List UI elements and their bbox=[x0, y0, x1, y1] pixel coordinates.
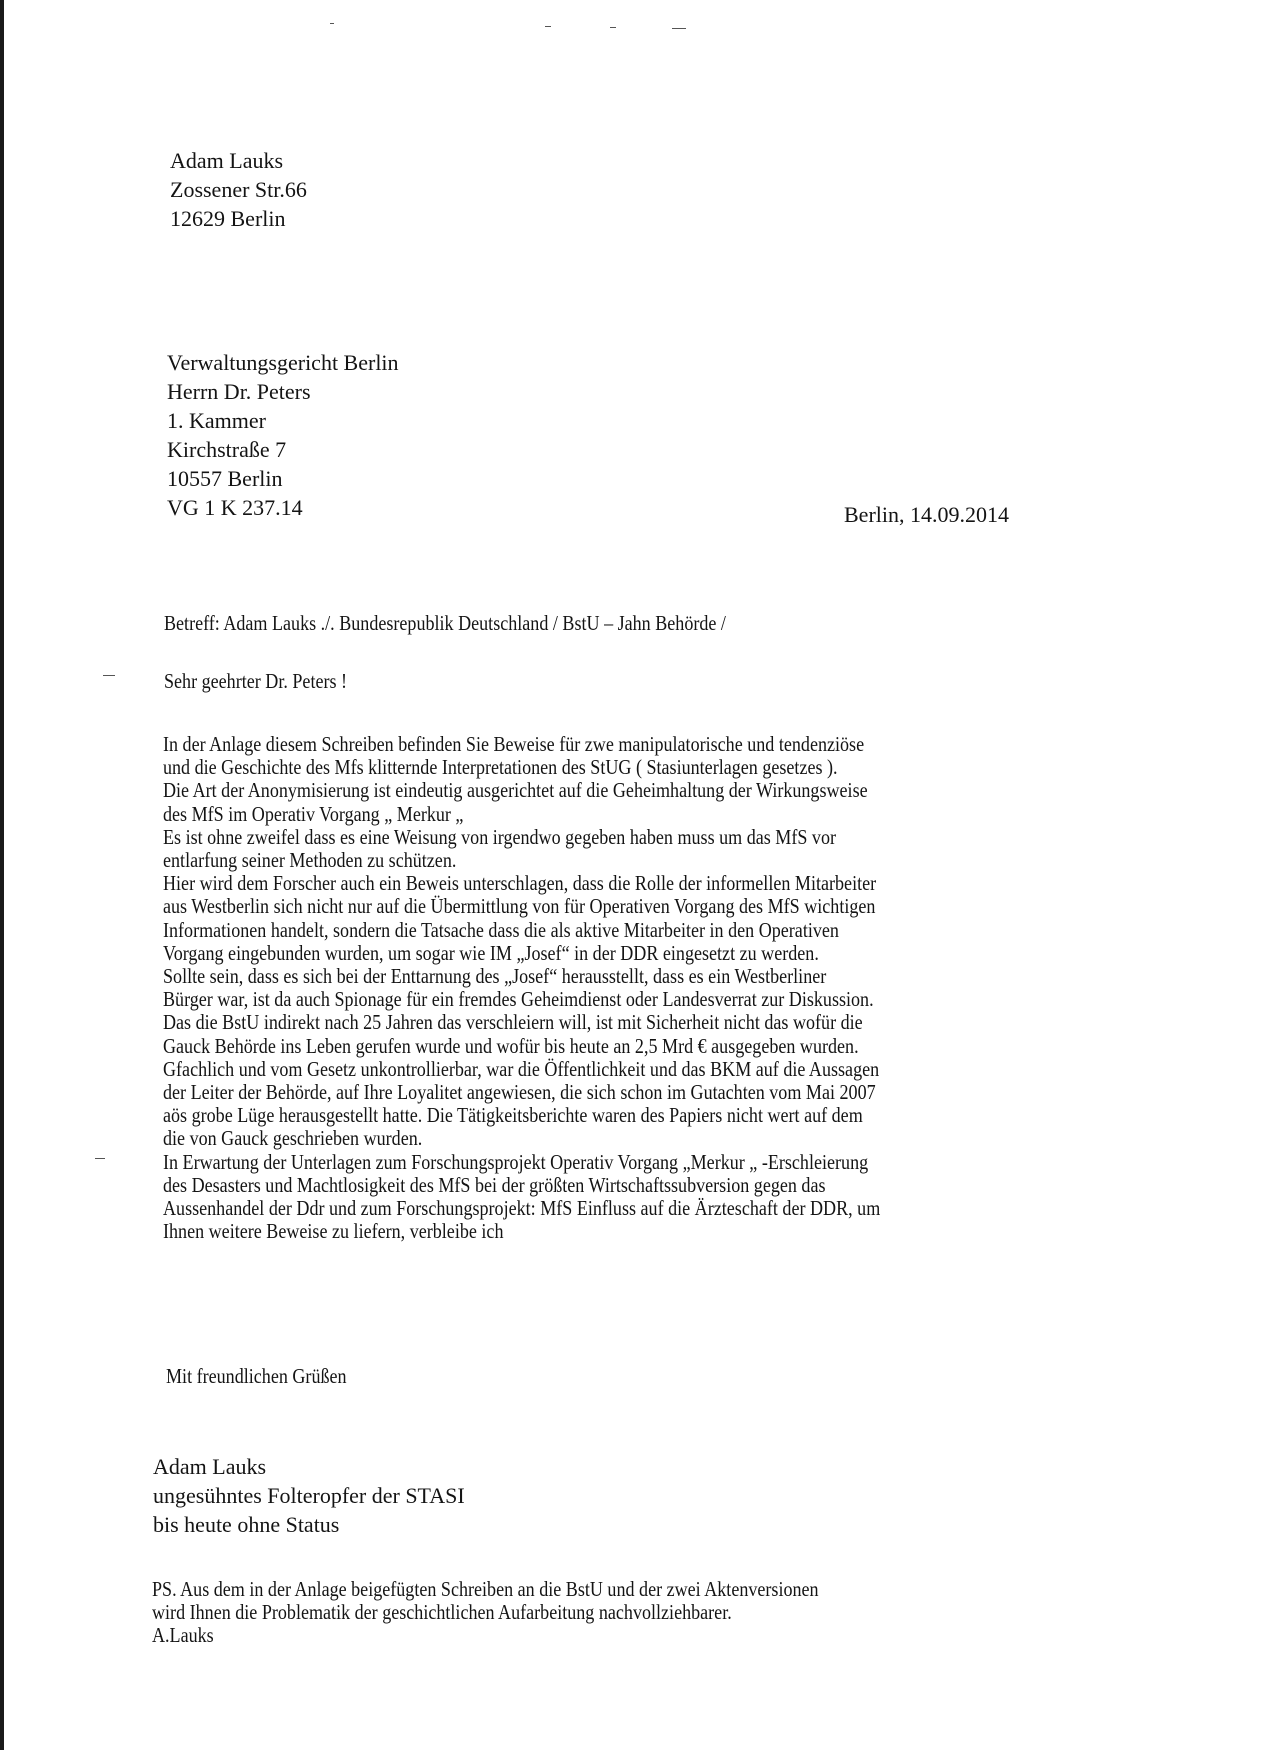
body-line: der Leiter der Behörde, auf Ihre Loyalitet angewiesen, die sich schon im Gutachten vom Mai 2007 bbox=[163, 1080, 876, 1105]
body-line: die von Gauck geschrieben wurden. bbox=[163, 1126, 423, 1151]
body-line: In Erwartung der Unterlagen zum Forschungsprojekt Operativ Vorgang „Merkur „ -Erschleierung bbox=[163, 1149, 869, 1174]
body-line: Das die BstU indirekt nach 25 Jahren das verschleiern will, ist mit Sicherheit nicht das wofür die bbox=[163, 1010, 863, 1035]
body-line: Hier wird dem Forscher auch ein Beweis unterschlagen, dass die Rolle der informellen Mitarbeiter bbox=[163, 871, 877, 896]
recipient-address bbox=[167, 348, 399, 522]
postscript-line: PS. Aus dem in der Anlage beigefügten Schreiben an die BstU und der zwei Aktenversionen bbox=[152, 1577, 819, 1601]
body-line: In der Anlage diesem Schreiben befinden Sie Beweise für zwe manipulatorische und tendenziöse bbox=[163, 732, 865, 756]
body-line: Die Art der Anonymisierung ist eindeutig ausgerichtet auf die Geheimhaltung der Wirkungsweise bbox=[163, 778, 868, 803]
scan-speck bbox=[330, 23, 334, 24]
sender-city: 12629 Berlin bbox=[170, 206, 286, 231]
recipient-line: 1. Kammer bbox=[167, 408, 266, 433]
scan-speck bbox=[672, 28, 686, 29]
scanner-edge bbox=[0, 0, 4, 1750]
body-line: Informationen handelt, sondern die Tatsache dass die als aktive Mitarbeiter in den Operativen bbox=[163, 917, 839, 942]
body-line: aös grobe Lüge herausgestellt hatte. Die Tätigkeitsberichte waren des Papiers nicht wert auf dem bbox=[163, 1103, 863, 1128]
signature-name: Adam Lauks bbox=[153, 1454, 267, 1479]
body-line: und die Geschichte des Mfs klitternde Interpretationen des StUG ( Stasiunterlagen gesetzes ). bbox=[163, 755, 838, 780]
recipient-line: 10557 Berlin bbox=[167, 466, 283, 491]
body-line: Ihnen weitere Beweise zu liefern, verbleibe ich bbox=[163, 1219, 504, 1244]
recipient-line: Kirchstraße 7 bbox=[167, 437, 287, 462]
letter-date: Berlin, 14.09.2014 bbox=[844, 502, 1009, 527]
body-line: Bürger war, ist da auch Spionage für ein fremdes Geheimdienst oder Landesverrat zur Diskussion. bbox=[163, 987, 874, 1012]
scan-speck bbox=[545, 26, 551, 27]
signature-status: bis heute ohne Status bbox=[153, 1512, 340, 1537]
scan-speck bbox=[103, 675, 115, 676]
postscript-line: wird Ihnen die Problematik der geschichtlichen Aufarbeitung nachvollziehbarer. bbox=[152, 1600, 732, 1625]
body-line: Aussenhandel der Ddr und zum Forschungsprojekt: MfS Einfluss auf die Ärzteschaft der DDR, um bbox=[163, 1196, 881, 1221]
body-line: Sollte sein, dass es sich bei der Enttarnung des „Josef“ herausstellt, dass es ein Westberliner bbox=[163, 964, 827, 989]
subject-line: Betreff: Adam Lauks ./. Bundesrepublik Deutschland / BstU – Jahn Behörde / bbox=[164, 611, 726, 635]
salutation: Sehr geehrter Dr. Peters ! bbox=[164, 669, 348, 693]
sender-address bbox=[170, 146, 307, 233]
body-line: Vorgang eingebunden wurden, um sogar wie IM „Josef“ in der DDR eingesetzt zu werden. bbox=[163, 940, 819, 965]
body-line: Gauck Behörde ins Leben gerufen wurde und wofür bis heute an 2,5 Mrd € ausgegeben wurden. bbox=[163, 1033, 859, 1058]
body-line: aus Westberlin sich nicht nur auf die Übermittlung von für Operativen Vorgang des MfS wichtigen bbox=[163, 894, 876, 919]
postscript bbox=[152, 1578, 819, 1648]
scan-speck bbox=[95, 1158, 105, 1159]
scan-speck bbox=[610, 27, 616, 28]
body-line: des Desasters und Machtlosigkeit des MfS bei der größten Wirtschaftssubversion gegen das bbox=[163, 1172, 826, 1197]
case-number: VG 1 K 237.14 bbox=[167, 495, 303, 520]
signature-block bbox=[153, 1452, 465, 1539]
body-line: Es ist ohne zweifel dass es eine Weisung von irgendwo gegeben haben muss um das MfS vor bbox=[163, 824, 837, 849]
sender-street: Zossener Str.66 bbox=[170, 177, 307, 202]
recipient-line: Verwaltungsgericht Berlin bbox=[167, 350, 399, 375]
sender-name: Adam Lauks bbox=[170, 148, 284, 173]
body-line: entlarfung seiner Methoden zu schützen. bbox=[163, 848, 457, 873]
body-line: des MfS im Operativ Vorgang „ Merkur „ bbox=[163, 801, 464, 826]
signature-title: ungesühntes Folteropfer der STASI bbox=[153, 1483, 465, 1508]
body-line: Gfachlich und vom Gesetz unkontrollierbar, war die Öffentlichkeit und das BKM auf die Aussagen bbox=[163, 1056, 880, 1081]
letter-body bbox=[163, 733, 880, 1243]
closing-phrase: Mit freundlichen Grüßen bbox=[166, 1364, 347, 1388]
postscript-signoff: A.Lauks bbox=[152, 1623, 214, 1648]
recipient-line: Herrn Dr. Peters bbox=[167, 379, 311, 404]
